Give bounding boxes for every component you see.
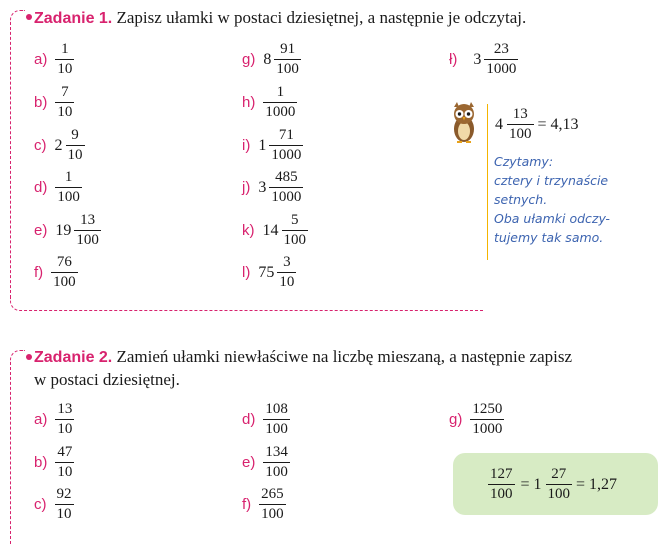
item-label: d) bbox=[34, 179, 48, 196]
task-1-bracket-bottom bbox=[10, 298, 483, 311]
fraction bbox=[74, 212, 101, 249]
numerator: 13 bbox=[512, 106, 528, 122]
denominator: 10 bbox=[57, 61, 73, 77]
whole-part: 19 bbox=[55, 221, 72, 239]
fraction bbox=[51, 254, 78, 291]
item-label: ł) bbox=[449, 51, 458, 68]
equals-sign: = bbox=[520, 475, 530, 493]
denominator: 1000 bbox=[271, 147, 302, 163]
exercise-item bbox=[34, 486, 74, 523]
whole-part: 75 bbox=[258, 263, 275, 281]
numerator: 108 bbox=[265, 401, 288, 417]
fraction bbox=[55, 486, 74, 523]
numerator: 1 bbox=[276, 84, 285, 100]
exercise-item bbox=[242, 444, 290, 481]
exercise-item bbox=[449, 41, 518, 78]
denominator: 100 bbox=[283, 232, 306, 248]
numerator: 13 bbox=[57, 401, 73, 417]
numerator: 134 bbox=[265, 444, 288, 460]
exercise-item bbox=[242, 254, 296, 291]
fraction bbox=[55, 84, 74, 121]
fraction bbox=[546, 466, 573, 503]
item-label: f) bbox=[242, 496, 252, 513]
item-label: l) bbox=[242, 264, 251, 281]
numerator: 47 bbox=[57, 444, 73, 460]
example-equation bbox=[495, 106, 579, 143]
exercise-item bbox=[242, 401, 290, 438]
denominator: 10 bbox=[56, 506, 72, 522]
task-2-bullet bbox=[26, 354, 32, 360]
fraction bbox=[263, 84, 297, 121]
fraction bbox=[55, 41, 74, 78]
denominator: 100 bbox=[57, 189, 80, 205]
exercise-item bbox=[242, 169, 303, 206]
whole-part: 14 bbox=[262, 221, 279, 239]
fraction bbox=[507, 106, 534, 143]
fraction bbox=[488, 466, 515, 503]
denominator: 10 bbox=[57, 464, 73, 480]
item-label: c) bbox=[34, 137, 47, 154]
numerator: 76 bbox=[56, 254, 72, 270]
item-label: b) bbox=[34, 94, 48, 111]
example-rule bbox=[487, 104, 488, 260]
fraction bbox=[277, 254, 296, 291]
numerator: 9 bbox=[71, 127, 79, 143]
whole-part: 1 bbox=[533, 475, 542, 493]
numerator: 1250 bbox=[472, 401, 503, 417]
fraction bbox=[269, 169, 303, 206]
exercise-item bbox=[34, 169, 82, 206]
reading-line: Czytamy: bbox=[494, 154, 554, 169]
fraction bbox=[484, 41, 518, 78]
task-2-title bbox=[34, 345, 572, 369]
denominator: 100 bbox=[265, 464, 288, 480]
numerator: 127 bbox=[490, 466, 513, 482]
item-label: e) bbox=[242, 454, 256, 471]
denominator: 1000 bbox=[486, 61, 517, 77]
numerator: 71 bbox=[278, 127, 294, 143]
item-label: f) bbox=[34, 264, 44, 281]
exercise-item bbox=[34, 84, 74, 121]
denominator: 100 bbox=[76, 232, 99, 248]
task-2 bbox=[0, 340, 667, 544]
whole-part: 2 bbox=[54, 136, 63, 154]
whole-part: 3 bbox=[258, 178, 267, 196]
numerator: 92 bbox=[56, 486, 72, 502]
reading-line: tujemy tak samo. bbox=[494, 230, 604, 245]
task-1-instruction: Zapisz ułamki w postaci dziesiętnej, a następnie je odczytaj. bbox=[116, 8, 527, 27]
denominator: 100 bbox=[509, 126, 532, 142]
fraction bbox=[470, 401, 504, 438]
item-label: a) bbox=[34, 51, 48, 68]
denominator: 10 bbox=[279, 274, 295, 290]
item-label: g) bbox=[449, 411, 463, 428]
task-2-instruction-line-1: Zamień ułamki niewłaściwe na liczbę mieszaną, a następnie zapisz bbox=[116, 347, 572, 366]
fraction bbox=[259, 486, 286, 523]
task-1-title bbox=[34, 6, 526, 30]
example-result: = 4,13 bbox=[537, 115, 579, 133]
exercise-item bbox=[242, 41, 301, 78]
task-2-bracket-top bbox=[10, 350, 25, 363]
owl-icon bbox=[448, 102, 480, 144]
task-1-bracket-side bbox=[10, 22, 11, 298]
numerator: 91 bbox=[280, 41, 296, 57]
task-1-bracket-top bbox=[10, 10, 25, 23]
fraction bbox=[66, 127, 85, 164]
exercise-item bbox=[34, 212, 101, 249]
denominator: 10 bbox=[57, 421, 73, 437]
task-2-heading: Zadanie 2. bbox=[34, 349, 113, 366]
item-label: e) bbox=[34, 222, 48, 239]
numerator: 7 bbox=[61, 84, 69, 100]
item-label: c) bbox=[34, 496, 47, 513]
item-label: g) bbox=[242, 51, 256, 68]
denominator: 100 bbox=[261, 506, 284, 522]
exercise-item bbox=[242, 212, 308, 249]
item-label: k) bbox=[242, 222, 255, 239]
numerator: 485 bbox=[275, 169, 298, 185]
denominator: 100 bbox=[547, 486, 571, 502]
reading-line: cztery i trzynaście bbox=[494, 173, 609, 188]
fraction bbox=[263, 401, 290, 438]
numerator: 1 bbox=[61, 41, 69, 57]
numerator: 23 bbox=[493, 41, 509, 57]
fraction bbox=[55, 401, 74, 438]
whole-part: 4 bbox=[495, 115, 503, 133]
numerator: 3 bbox=[283, 254, 291, 270]
exercise-item bbox=[34, 401, 74, 438]
reading-line: setnych. bbox=[494, 192, 548, 207]
item-label: d) bbox=[242, 411, 256, 428]
numerator: 5 bbox=[291, 212, 299, 228]
task-2-bracket-side bbox=[10, 362, 11, 544]
denominator: 100 bbox=[265, 421, 288, 437]
fraction bbox=[274, 41, 301, 78]
fraction bbox=[55, 444, 74, 481]
numerator: 13 bbox=[80, 212, 96, 228]
numerator: 265 bbox=[261, 486, 284, 502]
denominator: 1000 bbox=[265, 104, 296, 120]
exercise-item bbox=[242, 84, 297, 121]
whole-part: 3 bbox=[473, 50, 482, 68]
fraction bbox=[55, 169, 82, 206]
example-equation bbox=[487, 466, 617, 503]
denominator: 1000 bbox=[271, 189, 302, 205]
reading-line: Oba ułamki odczy- bbox=[494, 211, 610, 226]
task-2-instruction-line-2: w postaci dziesiętnej. bbox=[34, 370, 180, 389]
exercise-item bbox=[34, 254, 78, 291]
whole-part: 1 bbox=[258, 136, 267, 154]
denominator: 10 bbox=[67, 147, 83, 163]
example-reading bbox=[494, 152, 664, 247]
numerator: 27 bbox=[551, 466, 567, 482]
example-result: = 1,27 bbox=[576, 475, 618, 493]
exercise-item bbox=[242, 486, 286, 523]
denominator: 100 bbox=[490, 486, 513, 502]
exercise-item bbox=[34, 127, 85, 164]
fraction bbox=[282, 212, 309, 249]
exercise-item bbox=[34, 41, 74, 78]
denominator: 1000 bbox=[472, 421, 503, 437]
item-label: b) bbox=[34, 454, 48, 471]
denominator: 100 bbox=[53, 274, 76, 290]
fraction bbox=[269, 127, 303, 164]
item-label: h) bbox=[242, 94, 256, 111]
exercise-item bbox=[34, 444, 74, 481]
item-label: j) bbox=[242, 179, 251, 196]
numerator: 1 bbox=[64, 169, 73, 185]
fraction bbox=[263, 444, 290, 481]
denominator: 100 bbox=[276, 61, 299, 77]
item-label: a) bbox=[34, 411, 48, 428]
exercise-item bbox=[449, 401, 504, 438]
task-1-bullet bbox=[26, 14, 32, 20]
exercise-item bbox=[242, 127, 303, 164]
denominator: 10 bbox=[57, 104, 73, 120]
whole-part: 8 bbox=[263, 50, 272, 68]
task-1-heading: Zadanie 1. bbox=[34, 10, 113, 27]
item-label: i) bbox=[242, 137, 251, 154]
